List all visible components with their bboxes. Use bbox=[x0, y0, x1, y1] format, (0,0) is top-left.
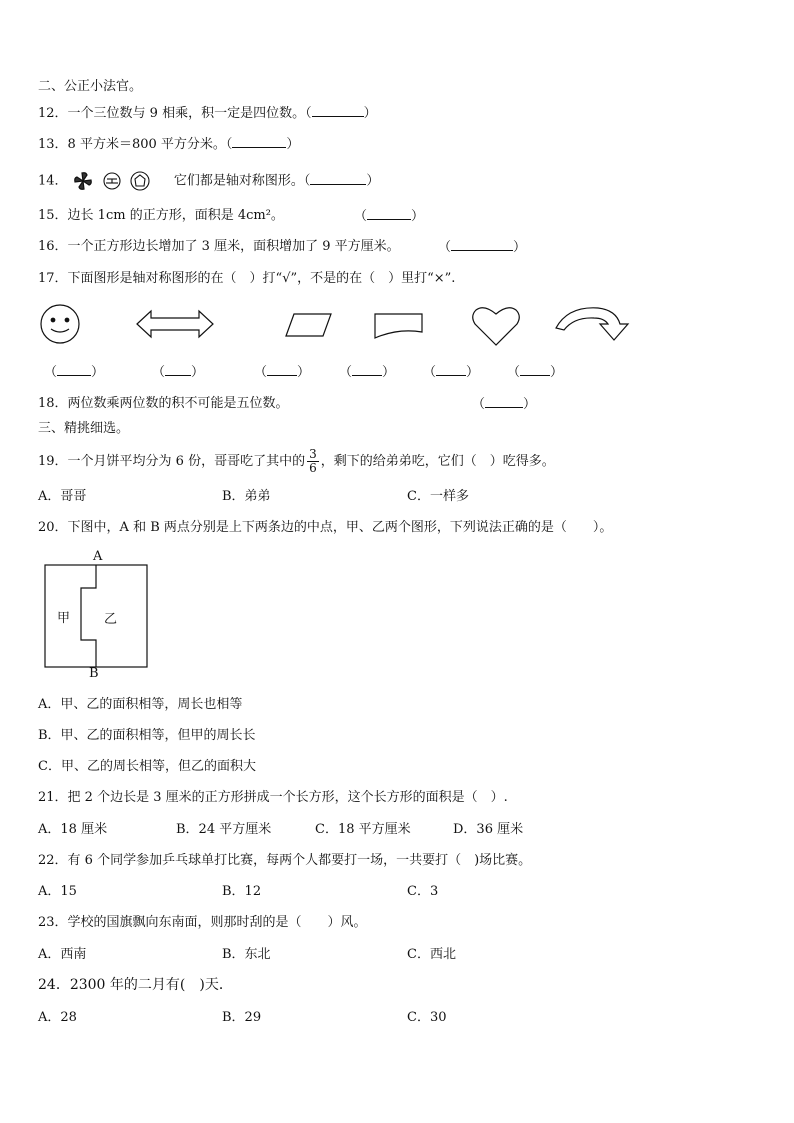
question-text: 边长 1cm 的正方形，面积是 4cm²。 bbox=[67, 208, 284, 223]
answer-17-1: （ ） bbox=[44, 365, 105, 380]
label-b: B bbox=[89, 666, 99, 681]
question-number: 21． bbox=[38, 790, 68, 805]
answer-blank[interactable] bbox=[485, 395, 523, 408]
section-2-title: 二、公正小法官。 bbox=[38, 79, 143, 94]
answer-15: （ ） bbox=[354, 209, 425, 224]
label-jia: 甲 bbox=[57, 611, 71, 626]
question-text: 下面图形是轴对称图形的在（ ）打“√”，不是的在（ ）里打“×”. bbox=[67, 271, 456, 286]
question-number: 23． bbox=[38, 915, 68, 930]
question-number: 14． bbox=[38, 173, 68, 189]
question-22 bbox=[38, 852, 531, 870]
answer-blank[interactable] bbox=[312, 104, 364, 117]
answer-blank[interactable] bbox=[352, 363, 382, 376]
fraction: $\frac{3}{6}$ bbox=[309, 447, 317, 475]
question-16 bbox=[38, 238, 400, 256]
question-text: 一个月饼平均分为 6 份，哥哥吃了其中的 bbox=[67, 454, 306, 469]
question-text: 把 2 个边长是 3 厘米的正方形拼成一个长方形，这个长方形的面积是（ ）. bbox=[67, 790, 508, 805]
q21-option-a[interactable]: A．18 厘米 bbox=[38, 822, 108, 837]
answer-17-6: （ ） bbox=[507, 365, 564, 380]
question-20 bbox=[38, 519, 612, 537]
question-number: 24． bbox=[38, 977, 70, 993]
answer-blank[interactable] bbox=[165, 363, 191, 376]
question-text: 有 6 个同学参加乒乓球单打比赛，每两个人都要打一场，一共要打（ )场比赛。 bbox=[67, 853, 532, 868]
pinwheel-icon bbox=[74, 173, 91, 190]
question-number: 17． bbox=[38, 271, 68, 286]
answer-17-2: （ ） bbox=[152, 365, 205, 380]
question-number: 22． bbox=[38, 853, 68, 868]
wavy-rectangle-icon bbox=[375, 314, 422, 338]
question-number: 16． bbox=[38, 239, 68, 254]
q22-option-a[interactable]: A．15 bbox=[38, 884, 77, 899]
q20-option-c[interactable]: C．甲、乙的周长相等，但乙的面积大 bbox=[38, 759, 256, 774]
question-number: 13． bbox=[38, 137, 68, 152]
question-14: 14． 它们都是轴对称图形。（ ） bbox=[38, 170, 379, 192]
question-text: ，剩下的给弟弟吃，它们（ ）吃得多。 bbox=[320, 454, 555, 469]
q23-option-c[interactable]: C．西北 bbox=[407, 947, 456, 962]
answer-blank[interactable] bbox=[232, 135, 286, 148]
question-text: 一个正方形边长增加了 3 厘米，面积增加了 9 平方厘米。 bbox=[67, 239, 400, 254]
double-arrow-icon bbox=[137, 311, 213, 337]
q24-option-b[interactable]: B．29 bbox=[222, 1010, 262, 1025]
question-15 bbox=[38, 207, 284, 225]
answer-blank[interactable] bbox=[267, 363, 297, 376]
question-23 bbox=[38, 914, 367, 932]
q21-option-c[interactable]: C．18 平方厘米 bbox=[315, 822, 411, 837]
circle-lines-icon bbox=[104, 173, 120, 189]
answer-blank[interactable] bbox=[310, 172, 366, 185]
question-24 bbox=[38, 976, 233, 994]
question-12: 12．一个三位数与 9 相乘，积一定是四位数。（ ） bbox=[38, 106, 377, 121]
question-number: 20． bbox=[38, 520, 68, 535]
q19-option-a[interactable]: A．哥哥 bbox=[38, 489, 87, 504]
label-a: A bbox=[93, 549, 103, 564]
q23-option-a[interactable]: A．西南 bbox=[38, 947, 87, 962]
q20-option-b[interactable]: B．甲、乙的面积相等，但甲的周长长 bbox=[38, 728, 256, 743]
answer-blank[interactable] bbox=[451, 238, 513, 251]
question-text: 2300 年的二月有( )天． bbox=[69, 977, 233, 993]
question-21 bbox=[38, 789, 508, 807]
heart-icon bbox=[473, 308, 520, 345]
question-18 bbox=[38, 395, 289, 413]
question-number: 18． bbox=[38, 396, 68, 411]
question-text: 它们都是轴对称图形。 bbox=[173, 173, 304, 189]
question-text: 两位数乘两位数的积不可能是五位数。 bbox=[67, 396, 289, 411]
question-text: 学校的国旗飘向东南面，则那时刮的是（ ）风。 bbox=[67, 915, 367, 930]
answer-18: （ ） bbox=[472, 397, 537, 412]
answer-16: （ ） bbox=[438, 240, 527, 255]
question-text: 8 平方米＝800 平方分米。 bbox=[67, 137, 226, 152]
question-17 bbox=[38, 270, 455, 288]
q22-option-b[interactable]: B．12 bbox=[222, 884, 262, 899]
section-3-title: 三、精挑细选。 bbox=[38, 421, 130, 436]
answer-17-3: （ ） bbox=[254, 365, 311, 380]
answer-blank[interactable] bbox=[520, 363, 550, 376]
q19-option-b[interactable]: B．弟弟 bbox=[222, 489, 271, 504]
q23-option-b[interactable]: B．东北 bbox=[222, 947, 271, 962]
answer-blank[interactable] bbox=[367, 207, 411, 220]
label-yi: 乙 bbox=[104, 612, 118, 627]
question-text: 下图中，A 和 B 两点分别是上下两条边的中点，甲、乙两个图形，下列说法正确的是（ ）。 bbox=[67, 520, 613, 535]
q21-option-d[interactable]: D．36 厘米 bbox=[453, 822, 524, 837]
q24-option-a[interactable]: A．28 bbox=[38, 1010, 77, 1025]
question-number: 12． bbox=[38, 106, 68, 121]
question-number: 15． bbox=[38, 208, 68, 223]
parallelogram-icon bbox=[286, 314, 331, 336]
q22-option-c[interactable]: C．3 bbox=[407, 884, 439, 899]
answer-blank[interactable] bbox=[57, 363, 91, 376]
answer-17-5: （ ） bbox=[423, 365, 480, 380]
q24-option-c[interactable]: C．30 bbox=[407, 1010, 447, 1025]
question-13: 13．8 平方米＝800 平方分米。（ ） bbox=[38, 137, 300, 152]
question-19 bbox=[38, 446, 555, 478]
question-number: 19． bbox=[38, 454, 68, 469]
q17-shapes bbox=[38, 302, 638, 352]
q19-option-c[interactable]: C．一样多 bbox=[407, 489, 469, 504]
smiley-face-icon bbox=[41, 305, 79, 343]
curved-arrow-icon bbox=[556, 308, 628, 340]
question-text: 一个三位数与 9 相乘，积一定是四位数。 bbox=[67, 106, 306, 121]
flower-circle-icon bbox=[131, 172, 149, 190]
figure-icons-group bbox=[72, 170, 170, 192]
answer-17-4: （ ） bbox=[339, 365, 396, 380]
q20-option-a[interactable]: A．甲、乙的面积相等，周长也相等 bbox=[38, 697, 243, 712]
answer-blank[interactable] bbox=[436, 363, 466, 376]
q21-option-b[interactable]: B．24 平方厘米 bbox=[176, 822, 272, 837]
